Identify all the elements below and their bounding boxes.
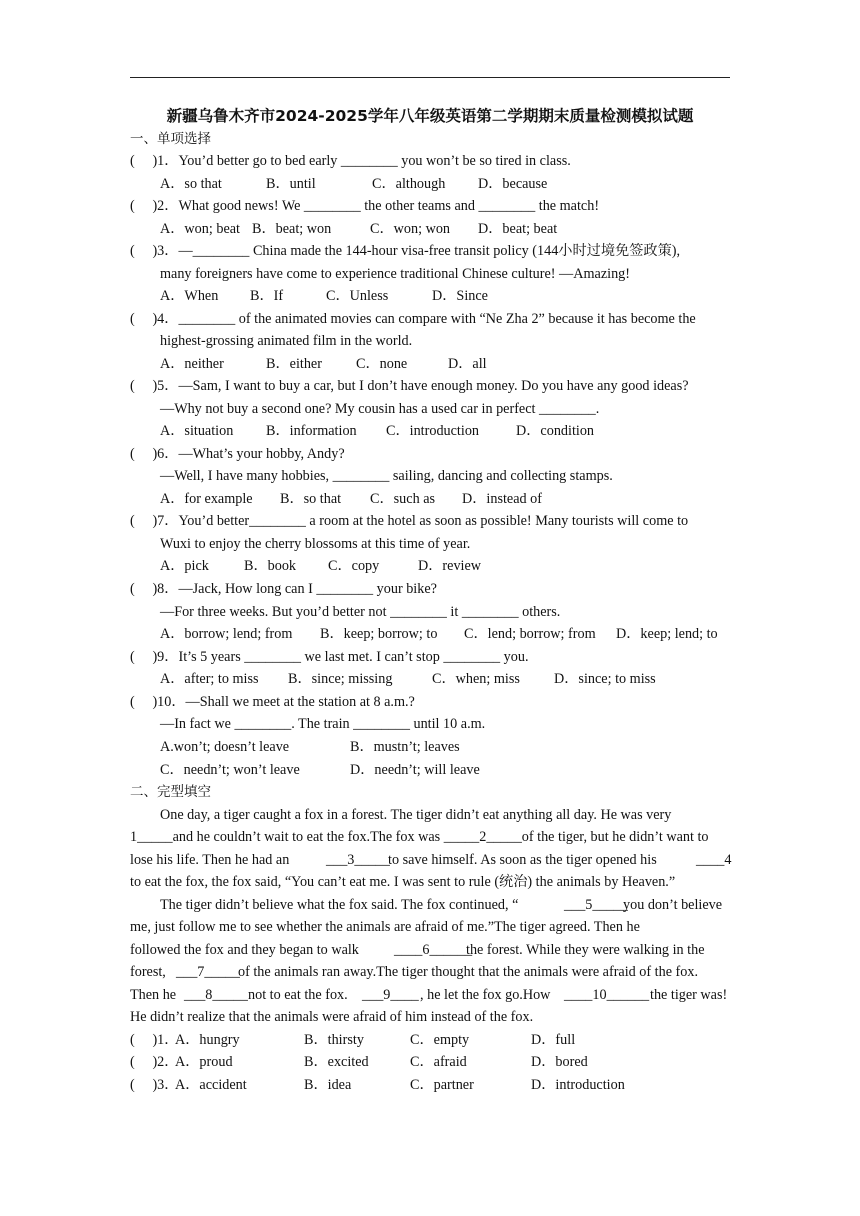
- option-a[interactable]: A．proud: [175, 1054, 233, 1070]
- blank-5[interactable]: ___5_____: [564, 897, 628, 913]
- header-rule: [130, 77, 730, 78]
- passage-text: you don’t believe: [623, 897, 723, 913]
- option-a[interactable]: A．after; to miss: [160, 671, 259, 687]
- option-a[interactable]: A．so that: [160, 176, 222, 192]
- question-number: ( )2．: [130, 1054, 179, 1070]
- option-b[interactable]: B．until: [266, 176, 316, 192]
- option-a[interactable]: A．won; beat: [160, 221, 240, 237]
- option-a[interactable]: A.won’t; doesn’t leave: [160, 739, 290, 755]
- option-c[interactable]: C．won; won: [370, 221, 451, 237]
- option-a[interactable]: A．hungry: [175, 1032, 240, 1048]
- passage-p2-line3: [130, 940, 732, 960]
- option-a[interactable]: A．for example: [160, 491, 253, 507]
- question-5-stem-line1: ( )5．—Sam, I want to buy a car, but I don’t have enough money. Do you have any good ideas?: [130, 378, 689, 394]
- option-b[interactable]: B．thirsty: [304, 1032, 364, 1048]
- passage-p1-line2: 1_____and he couldn’t wait to eat the fox.The fox was _____2_____of the tiger, but he didn’t want to: [130, 829, 709, 845]
- question-3-stem-line2: many foreigners have come to experience traditional Chinese culture! —Amazing!: [160, 266, 630, 282]
- option-a[interactable]: A．neither: [160, 356, 224, 372]
- blank-3[interactable]: ___3_____: [326, 852, 390, 868]
- passage-text: Then he: [130, 987, 177, 1003]
- question-8-options: [160, 624, 732, 644]
- blank-4[interactable]: ____4: [696, 852, 732, 868]
- option-c[interactable]: C．lend; borrow; from: [464, 626, 596, 642]
- question-9-stem: ( )9．It’s 5 years ________ we last met. I can’t stop ________ you.: [130, 649, 529, 665]
- passage-p2-line4: [130, 962, 732, 982]
- option-b[interactable]: B．since; missing: [288, 671, 393, 687]
- passage-p1-line3: [130, 850, 732, 870]
- question-2-stem: ( )2．What good news! We ________ the other teams and ________ the match!: [130, 198, 600, 214]
- cloze-question-1: [130, 1030, 730, 1050]
- question-8-stem-line1: ( )8．—Jack, How long can I ________ your bike?: [130, 581, 437, 597]
- question-number: ( )3．: [130, 1077, 179, 1093]
- passage-text: , he let the fox go.How: [420, 987, 551, 1003]
- option-d[interactable]: D．since; to miss: [554, 671, 656, 687]
- question-6-stem-line2: —Well, I have many hobbies, ________ sailing, dancing and collecting stamps.: [160, 468, 613, 484]
- option-b[interactable]: B．information: [266, 423, 357, 439]
- passage-text: of the animals ran away.The tiger thought that the animals were afraid of the fox.: [238, 964, 699, 980]
- passage-p1-line4: to eat the fox, the fox said, “You can’t eat me. I was sent to rule (统治) the animals by Heaven.”: [130, 874, 676, 890]
- passage-text: forest,: [130, 964, 166, 980]
- question-1-options: [160, 174, 720, 194]
- passage-text: not to eat the fox.: [248, 987, 348, 1003]
- passage-text: the tiger was!: [650, 987, 728, 1003]
- option-a[interactable]: A．situation: [160, 423, 234, 439]
- option-c[interactable]: C．copy: [328, 558, 380, 574]
- question-9-options: [160, 669, 720, 689]
- option-b[interactable]: B．so that: [280, 491, 342, 507]
- option-d[interactable]: D．because: [478, 176, 548, 192]
- passage-p2-line2: me, just follow me to see whether the animals are afraid of me.”The tiger agreed. Then he: [130, 919, 640, 935]
- section-heading-2: 二、完型填空: [130, 784, 211, 800]
- option-d[interactable]: D．beat; beat: [478, 221, 558, 237]
- option-c[interactable]: C．needn’t; won’t leave: [160, 762, 300, 778]
- page-title: 新疆乌鲁木齐市2024-2025学年八年级英语第二学期期末质量检测模拟试题: [166, 107, 694, 125]
- question-10-options-row1: [160, 737, 720, 757]
- option-c[interactable]: C．none: [356, 356, 408, 372]
- option-c[interactable]: C．such as: [370, 491, 436, 507]
- option-c[interactable]: C．when; miss: [432, 671, 520, 687]
- option-d[interactable]: D．condition: [516, 423, 595, 439]
- question-7-stem-line2: Wuxi to enjoy the cherry blossoms at this time of year.: [160, 536, 471, 552]
- option-b[interactable]: B．keep; borrow; to: [320, 626, 438, 642]
- option-a[interactable]: A．borrow; lend; from: [160, 626, 293, 642]
- option-b[interactable]: B．mustn’t; leaves: [350, 739, 460, 755]
- option-d[interactable]: D．bored: [531, 1054, 588, 1070]
- question-10-stem-line2: —In fact we ________. The train ________ until 10 a.m.: [160, 716, 486, 732]
- passage-p2-line6: He didn’t realize that the animals were afraid of him instead of the fox.: [130, 1009, 534, 1025]
- question-8-stem-line2: —For three weeks. But you’d better not ________ it ________ others.: [160, 604, 561, 620]
- cloze-question-3: [130, 1075, 730, 1095]
- section-heading-1: 一、单项选择: [130, 131, 211, 147]
- option-d[interactable]: D．review: [418, 558, 482, 574]
- option-a[interactable]: A．accident: [175, 1077, 247, 1093]
- option-b[interactable]: B．either: [266, 356, 322, 372]
- blank-8[interactable]: ___8_____: [184, 987, 248, 1003]
- passage-p2-line5: [130, 985, 732, 1005]
- question-6-options: [160, 489, 720, 509]
- question-number: ( )1．: [130, 1032, 179, 1048]
- question-3-options: [160, 286, 720, 306]
- option-d[interactable]: D．all: [448, 356, 487, 372]
- option-a[interactable]: A．pick: [160, 558, 209, 574]
- question-10-stem-line1: ( )10．—Shall we meet at the station at 8 a.m.?: [130, 694, 415, 710]
- option-b[interactable]: B．idea: [304, 1077, 352, 1093]
- blank-6[interactable]: ____6______: [394, 942, 473, 958]
- passage-text: The tiger didn’t believe what the fox said. The fox continued, “: [160, 897, 519, 913]
- option-d[interactable]: D．keep; lend; to: [616, 626, 718, 642]
- option-c[interactable]: C．empty: [410, 1032, 470, 1048]
- question-2-options: [160, 219, 720, 239]
- question-4-options: [160, 354, 720, 374]
- option-b[interactable]: B．beat; won: [252, 221, 332, 237]
- option-c[interactable]: C．partner: [410, 1077, 474, 1093]
- question-10-options-row2: [160, 760, 720, 780]
- option-d[interactable]: D．needn’t; will leave: [350, 762, 480, 778]
- question-7-stem-line1: ( )7．You’d better________ a room at the hotel as soon as possible! Many tourists will come to: [130, 513, 689, 529]
- question-3-stem-line1: ( )3．—________ China made the 144-hour visa-free transit policy (144小时过境免签政策),: [130, 243, 681, 259]
- question-7-options: [160, 556, 720, 576]
- blank-10[interactable]: ____10______: [564, 987, 650, 1003]
- passage-text: the forest. While they were walking in the: [466, 942, 705, 958]
- option-d[interactable]: D．introduction: [531, 1077, 625, 1093]
- cloze-question-2: [130, 1052, 730, 1072]
- option-d[interactable]: D．Since: [432, 288, 488, 304]
- question-5-stem-line2: —Why not buy a second one? My cousin has a used car in perfect ________.: [160, 401, 600, 417]
- option-d[interactable]: D．full: [531, 1032, 576, 1048]
- option-c[interactable]: C．although: [372, 176, 446, 192]
- question-6-stem-line1: ( )6．—What’s your hobby, Andy?: [130, 446, 345, 462]
- option-c[interactable]: C．Unless: [326, 288, 389, 304]
- option-b[interactable]: B．excited: [304, 1054, 369, 1070]
- passage-p1-line1: One day, a tiger caught a fox in a forest. The tiger didn’t eat anything all day. He was very: [160, 807, 672, 823]
- passage-p2-line1: [160, 895, 732, 915]
- question-4-stem-line2: highest-grossing animated film in the world.: [160, 333, 413, 349]
- question-1-stem: ( )1．You’d better go to bed early ________ you won’t be so tired in class.: [130, 153, 571, 169]
- option-c[interactable]: C．afraid: [410, 1054, 467, 1070]
- passage-text: followed the fox and they began to walk: [130, 942, 359, 958]
- option-c[interactable]: C．introduction: [386, 423, 480, 439]
- question-5-options: [160, 421, 720, 441]
- blank-7[interactable]: ___7_____: [176, 964, 240, 980]
- option-d[interactable]: D．instead of: [462, 491, 542, 507]
- question-4-stem-line1: ( )4．________ of the animated movies can compare with “Ne Zha 2” because it has become the: [130, 311, 696, 327]
- passage-text: lose his life. Then he had an: [130, 852, 290, 868]
- blank-9[interactable]: ___9____: [362, 987, 419, 1003]
- option-b[interactable]: B．book: [244, 558, 297, 574]
- option-a[interactable]: A．When: [160, 288, 219, 304]
- option-b[interactable]: B．If: [250, 288, 284, 304]
- passage-text: to save himself. As soon as the tiger opened his: [388, 852, 657, 868]
